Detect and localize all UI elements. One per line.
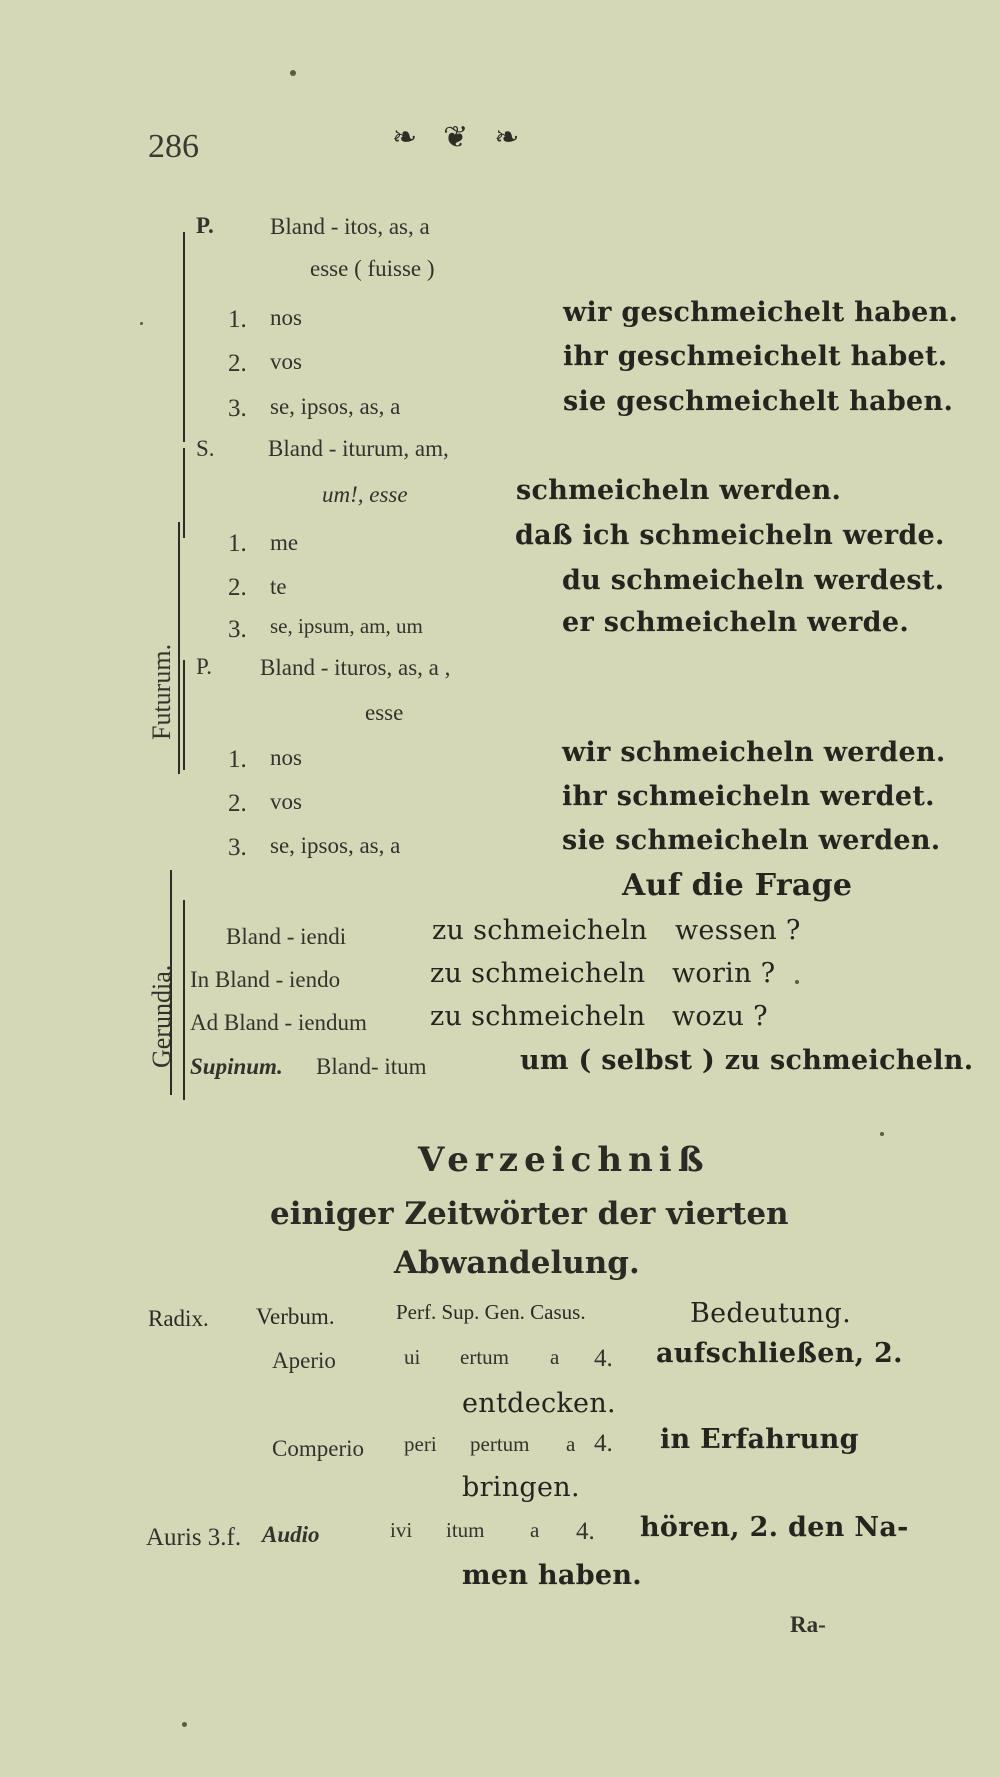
side-label-futurum: Futurum. <box>147 643 176 740</box>
row-latin: vos <box>270 349 302 374</box>
row-latin: vos <box>270 789 302 814</box>
entry-perf: peri <box>404 1432 437 1456</box>
entry-sup: itum <box>446 1518 485 1542</box>
page-number: 286 <box>148 128 199 165</box>
bracket-futurum-main <box>178 522 180 774</box>
row-german: wir schmeicheln werden. <box>562 737 946 768</box>
paper-speck <box>182 1722 187 1727</box>
entry-verbum: Audio <box>262 1522 320 1547</box>
row-german: wir geschmeichelt haben. <box>563 297 959 328</box>
row-german: du schmeicheln werdest. <box>562 565 945 596</box>
paper-speck <box>140 322 143 325</box>
paper-speck <box>795 980 799 984</box>
entry-perf: ivi <box>390 1518 413 1542</box>
paper-speck <box>880 1132 884 1136</box>
bracket-perfect <box>183 232 185 442</box>
row-num: 3. <box>228 616 247 643</box>
row-num: 1. <box>228 746 247 773</box>
row-latin: nos <box>270 305 302 330</box>
entry-meaning-2: bringen. <box>462 1472 580 1503</box>
row-latin: se, ipsum, am, um <box>270 614 423 638</box>
entry-casus: 4. <box>594 1430 613 1457</box>
gerund-latin: In Bland - iendo <box>190 967 341 992</box>
entry-casus: 4. <box>594 1345 613 1372</box>
row-latin: nos <box>270 745 302 770</box>
row-num: 3. <box>228 834 247 861</box>
stem-line-2: esse <box>365 700 404 725</box>
entry-gen: a <box>550 1345 560 1369</box>
row-num: 2. <box>228 574 247 601</box>
section-subtitle-2: Abwandelung. <box>394 1245 640 1281</box>
entry-verbum: Comperio <box>272 1436 364 1461</box>
entry-meaning-2: entdecken. <box>462 1388 616 1419</box>
header-ornament: ❧❦❧ <box>392 120 546 155</box>
supinum-latin: Bland- itum <box>316 1054 427 1079</box>
entry-meaning: aufschließen, 2. <box>656 1338 903 1369</box>
entry-casus: 4. <box>576 1518 595 1545</box>
paper-speck <box>290 70 296 76</box>
section-title: Verzeichniß <box>418 1140 710 1180</box>
bracket-gerundia <box>183 900 185 1100</box>
entry-gen: a <box>530 1518 540 1542</box>
column-header-bedeutung: Bedeutung. <box>690 1298 851 1329</box>
supinum-label: Supinum. <box>190 1054 283 1079</box>
gerund-latin: Bland - iendi <box>226 924 347 949</box>
entry-meaning-2: men haben. <box>462 1560 642 1591</box>
row-latin: me <box>270 530 299 555</box>
stem-line-2: um!, esse <box>322 482 408 507</box>
row-latin: te <box>270 574 287 599</box>
supinum-german: um ( selbst ) zu schmeicheln. <box>520 1045 974 1076</box>
bracket-future-singular <box>183 448 185 538</box>
entry-gen: a <box>566 1432 576 1456</box>
entry-perf: ui <box>404 1345 421 1369</box>
catchword: Ra- <box>790 1612 826 1637</box>
row-german: daß ich schmeicheln werde. <box>515 520 945 551</box>
stem-line: Bland - itos, as, a <box>270 214 430 239</box>
gerund-german: zu schmeicheln <box>430 1001 646 1032</box>
gerund-german: zu schmeicheln <box>432 915 648 946</box>
row-german: sie geschmeichelt haben. <box>563 386 954 417</box>
stem-line-2: esse ( fuisse ) <box>310 256 435 281</box>
gerund-latin: Ad Bland - iendum <box>190 1010 367 1035</box>
gerund-question: worin ? <box>672 958 776 989</box>
row-german: ihr geschmeichelt habet. <box>563 341 948 372</box>
row-german: sie schmeicheln werden. <box>562 825 941 856</box>
marker-p: P. <box>196 213 214 238</box>
entry-meaning: hören, 2. den Na- <box>640 1512 909 1543</box>
marker-p: P. <box>196 654 212 679</box>
question-heading: Auf die Frage <box>622 868 853 903</box>
row-latin: se, ipsos, as, a <box>270 394 401 419</box>
section-subtitle: einiger Zeitwörter der vierten <box>270 1196 789 1232</box>
gerund-question: wozu ? <box>672 1001 768 1032</box>
column-header-perf: Perf. Sup. Gen. Casus. <box>396 1300 586 1324</box>
column-header-verbum: Verbum. <box>256 1304 335 1329</box>
gerund-german: zu schmeicheln <box>430 958 646 989</box>
entry-verbum: Aperio <box>272 1348 336 1373</box>
stem-line: Bland - ituros, as, a , <box>260 655 451 680</box>
row-german: ihr schmeicheln werdet. <box>562 781 935 812</box>
marker-s: S. <box>196 436 215 461</box>
row-latin: se, ipsos, as, a <box>270 833 401 858</box>
bracket-futurum-plural <box>183 660 185 770</box>
row-num: 3. <box>228 395 247 422</box>
row-num: 2. <box>228 350 247 377</box>
stem-german: schmeicheln werden. <box>516 475 842 506</box>
row-num: 1. <box>228 306 247 333</box>
row-num: 2. <box>228 790 247 817</box>
side-label-gerundia: Gerundia. <box>147 964 176 1068</box>
row-german: er schmeicheln werde. <box>562 607 910 638</box>
entry-sup: ertum <box>460 1345 509 1369</box>
entry-sup: pertum <box>470 1432 530 1456</box>
entry-meaning: in Erfahrung <box>660 1424 859 1455</box>
row-num: 1. <box>228 530 247 557</box>
entry-radix: Auris 3.f. <box>146 1524 242 1551</box>
stem-line: Bland - iturum, am, <box>268 436 449 461</box>
gerund-question: wessen ? <box>675 915 801 946</box>
column-header-radix: Radix. <box>148 1306 209 1331</box>
